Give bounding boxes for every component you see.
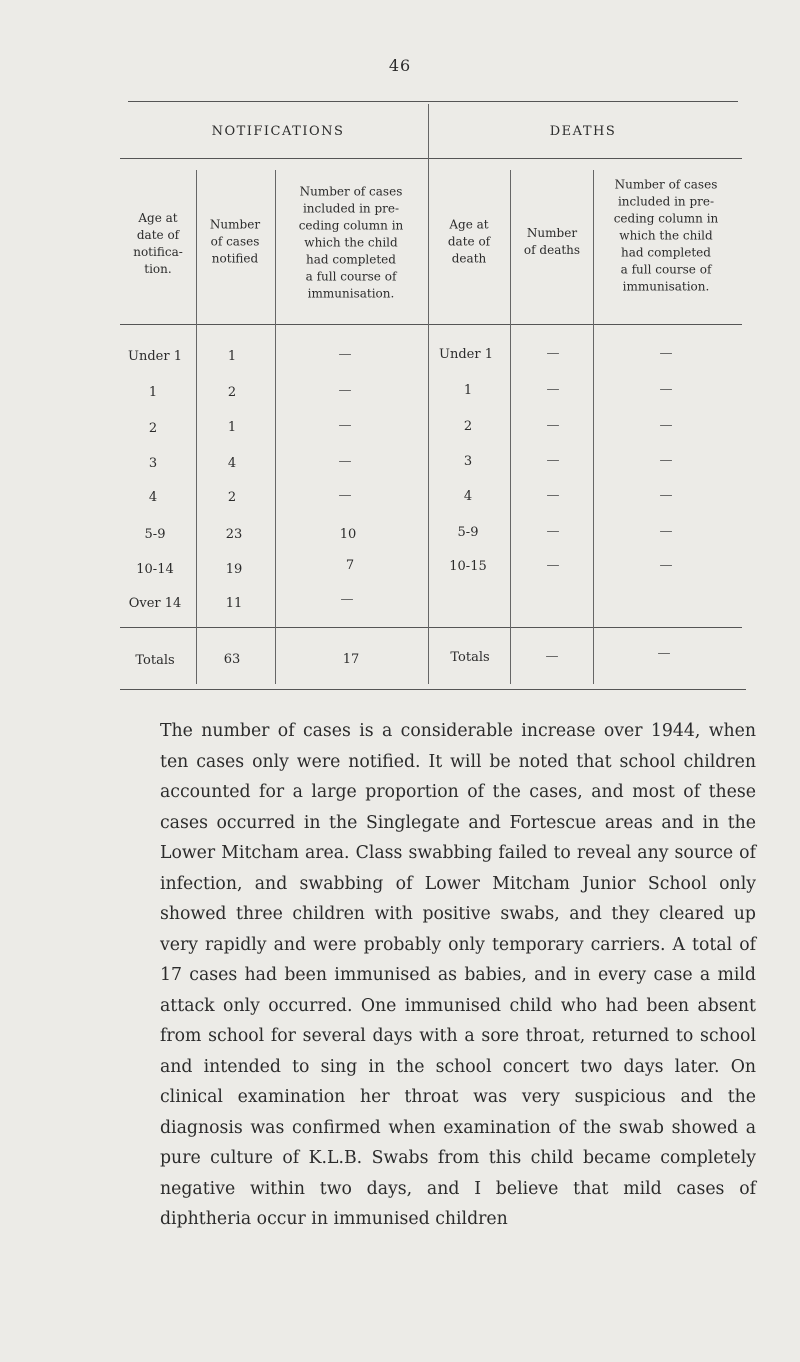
table-cell-immunised: — bbox=[338, 347, 352, 362]
table-cell-notified: 1 bbox=[227, 420, 237, 435]
table-cell-immunised: 10 bbox=[339, 527, 357, 542]
table-cell-age: 3 bbox=[148, 456, 158, 471]
page-number: 46 bbox=[388, 56, 412, 75]
table-cell-age: 5-9 bbox=[144, 527, 166, 542]
table-cell-death-age: 3 bbox=[463, 454, 473, 469]
table-cell-notified: 2 bbox=[227, 385, 237, 400]
col-head-age-notification: Age at date of notifica- tion. bbox=[133, 211, 183, 276]
col-divider-2 bbox=[275, 170, 276, 684]
col-head-deaths: Number of deaths bbox=[523, 226, 581, 257]
table-cell-deaths: — bbox=[546, 453, 560, 468]
table-cell-deaths: — bbox=[546, 418, 560, 433]
table-cell-notified: 4 bbox=[227, 456, 237, 471]
table-cell-age: 10-14 bbox=[136, 562, 174, 577]
col-head-age-death: Age at date of death bbox=[447, 217, 491, 266]
table-cell-notified: 2 bbox=[227, 490, 237, 505]
table-bottom-rule bbox=[120, 689, 746, 690]
notifications-heading: NOTIFICATIONS bbox=[211, 124, 345, 139]
body-paragraph: The number of cases is a considerable increase over 1944, when ten cases only were notified. It will be noted that school children accounted for a large proportion of the cases, and most of these cases occurred in the Singlegate and Fortescue areas and in the Lower Mitcham area. Class swabbing failed to reveal any source of infection, and swabbing of Lower Mitcham Junior School only showed three children with positive swabs, and they cleared up very rapidly and were probably only temporary carriers. A total of 17 cases had been immunised as babies, and in every case a mild attack only occurred. One immunised child who had been absent from school for several days with a sore throat, returned to school and intended to sing in the school concert two days later. On clinical examination her throat was very suspicious and the diagnosis was confirmed when examination of the swab showed a pure culture of K.L.B. Swabs from this child became completely negative within two days, and I believe that mild cases of diphtheria occur in immunised children bbox=[160, 721, 756, 1229]
table-cell-deaths-immunised: — bbox=[659, 524, 673, 539]
col-divider-5 bbox=[593, 170, 594, 684]
totals-deaths: — bbox=[545, 649, 559, 664]
table-cell-notified: 1 bbox=[227, 349, 237, 364]
table-cell-immunised: — bbox=[340, 592, 354, 607]
table-cell-age: 2 bbox=[148, 421, 158, 436]
totals-immunised: 17 bbox=[342, 652, 360, 667]
col-divider-1 bbox=[196, 170, 197, 684]
table-cell-deaths: — bbox=[546, 488, 560, 503]
table-cell-deaths: — bbox=[546, 382, 560, 397]
totals-label: Totals bbox=[135, 653, 175, 668]
table-cell-death-age: Under 1 bbox=[439, 347, 493, 362]
column-head-rule bbox=[120, 324, 742, 325]
table-cell-immunised: — bbox=[338, 383, 352, 398]
table-cell-deaths: — bbox=[546, 524, 560, 539]
col-head-cases-immunised: Number of cases included in pre- ceding column in which the child had completed a full course of immunisation. bbox=[298, 184, 404, 301]
col-head-cases-notified: Number of cases notified bbox=[209, 217, 261, 266]
table-cell-age: 1 bbox=[148, 385, 158, 400]
table-cell-deaths-immunised: — bbox=[659, 558, 673, 573]
totals-rule bbox=[120, 627, 742, 628]
table-cell-deaths-immunised: — bbox=[659, 418, 673, 433]
table-cell-age: 4 bbox=[148, 490, 158, 505]
center-divider bbox=[428, 104, 429, 684]
deaths-heading: DEATHS bbox=[549, 124, 617, 139]
table-cell-death-age: 1 bbox=[463, 383, 473, 398]
table-cell-death-age: 5-9 bbox=[457, 525, 479, 540]
table-cell-deaths-immunised: — bbox=[659, 346, 673, 361]
col-divider-4 bbox=[510, 170, 511, 684]
table-cell-immunised: 7 bbox=[345, 558, 355, 573]
table-cell-deaths-immunised: — bbox=[659, 382, 673, 397]
table-top-rule bbox=[128, 101, 738, 102]
table-cell-death-age: 2 bbox=[463, 419, 473, 434]
totals-notified: 63 bbox=[223, 652, 241, 667]
table-cell-death-age: 4 bbox=[463, 489, 473, 504]
col-head-deaths-immunised: Number of cases included in pre- ceding column in which the child had completed a full course of immunisation. bbox=[613, 177, 719, 294]
table-cell-immunised: — bbox=[338, 488, 352, 503]
header-rule bbox=[120, 158, 742, 159]
table-cell-age: Under 1 bbox=[128, 349, 182, 364]
table-cell-notified: 23 bbox=[225, 527, 243, 542]
table-cell-deaths: — bbox=[546, 346, 560, 361]
table-cell-death-age: 10-15 bbox=[449, 559, 487, 574]
totals-deaths-immunised: — bbox=[657, 646, 671, 661]
table-cell-deaths-immunised: — bbox=[659, 453, 673, 468]
table-cell-immunised: — bbox=[338, 418, 352, 433]
table-cell-age: Over 14 bbox=[128, 596, 182, 611]
table-cell-deaths: — bbox=[546, 558, 560, 573]
table-cell-notified: 19 bbox=[225, 562, 243, 577]
totals-death-label: Totals bbox=[450, 650, 490, 665]
table-cell-notified: 11 bbox=[225, 596, 243, 611]
table-cell-immunised: — bbox=[338, 454, 352, 469]
table-cell-deaths-immunised: — bbox=[659, 488, 673, 503]
